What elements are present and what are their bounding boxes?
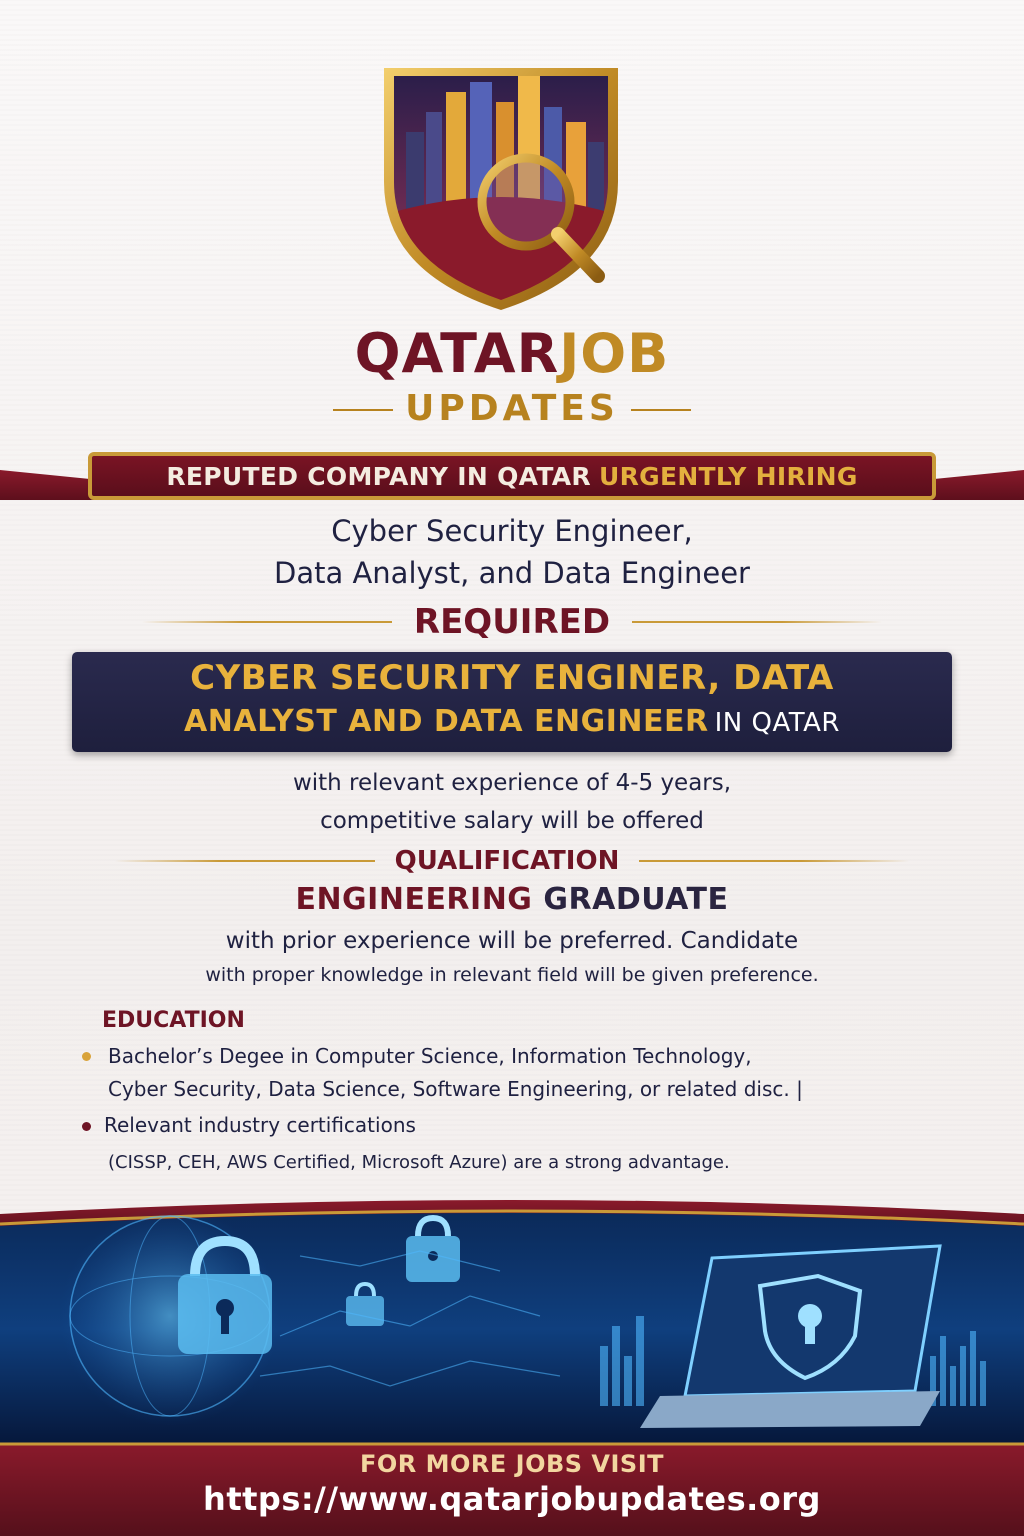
graduate-description: with proper knowledge in relevant field will be given preference. [205,964,819,986]
footer-website-link[interactable]: https://www.qatarjobupdates.org [203,1480,821,1518]
education-heading: EDUCATION [102,1008,245,1033]
role-title-line [72,704,952,739]
required-heading-row [0,600,1024,644]
education-item [108,1040,803,1106]
divider [115,860,375,862]
brand-name-job: JOB [559,322,670,385]
brand-name-qatar: QATAR [354,322,560,385]
graduate-title-part1: ENGINEERING [295,882,533,917]
hiring-banner [88,452,936,500]
qualification-heading: QUALIFICATION [394,846,620,876]
brand-name [0,322,1024,385]
education-item-line: (CISSP, CEH, AWS Certified, Microsoft Azure) are a strong advantage. [108,1152,730,1173]
divider [632,621,882,623]
divider [639,860,909,862]
experience-line: with relevant experience of 4-5 years, [292,770,732,796]
experience-text [0,764,1024,840]
divider [333,409,393,411]
roles-intro [0,510,1024,594]
experience-line: competitive salary will be offered [320,808,704,834]
bullet-icon [82,1052,91,1061]
education-item [104,1109,416,1142]
divider [631,409,691,411]
graduate-description: with prior experience will be preferred. Candidate [225,928,799,954]
education-item-line: Cyber Security, Data Science, Software Engineering, or related disc. | [108,1077,803,1101]
graduate-title [0,882,1024,917]
roles-intro-line: Data Analyst, and Data Engineer [274,556,750,590]
graduate-title-part2: GRADUATE [543,882,729,917]
bullet-icon [82,1122,91,1131]
role-title-line: CYBER SECURITY ENGINER, DATA [190,658,834,698]
role-title-location: IN QATAR [714,708,840,738]
qualification-heading-row [0,842,1024,880]
role-title-box [72,652,952,752]
footer-visit-label: FOR MORE JOBS VISIT [359,1450,664,1478]
shield-logo-icon [376,62,656,312]
hiring-banner-prefix: REPUTED COMPANY IN QATAR [166,461,591,491]
hiring-banner-accent: URGENTLY HIRING [598,461,858,491]
role-title-text: ANALYST AND DATA ENGINEER [184,704,709,739]
education-item-line: Relevant industry certifications [104,1113,416,1137]
education-item-line: Bachelor’s Degee in Computer Science, Information Technology, [108,1044,752,1068]
roles-intro-line: Cyber Security Engineer, [331,514,693,548]
required-heading: REQUIRED [413,602,611,642]
brand-subtitle-row [0,388,1024,429]
divider [142,621,392,623]
brand-subtitle: UPDATES [405,388,619,429]
